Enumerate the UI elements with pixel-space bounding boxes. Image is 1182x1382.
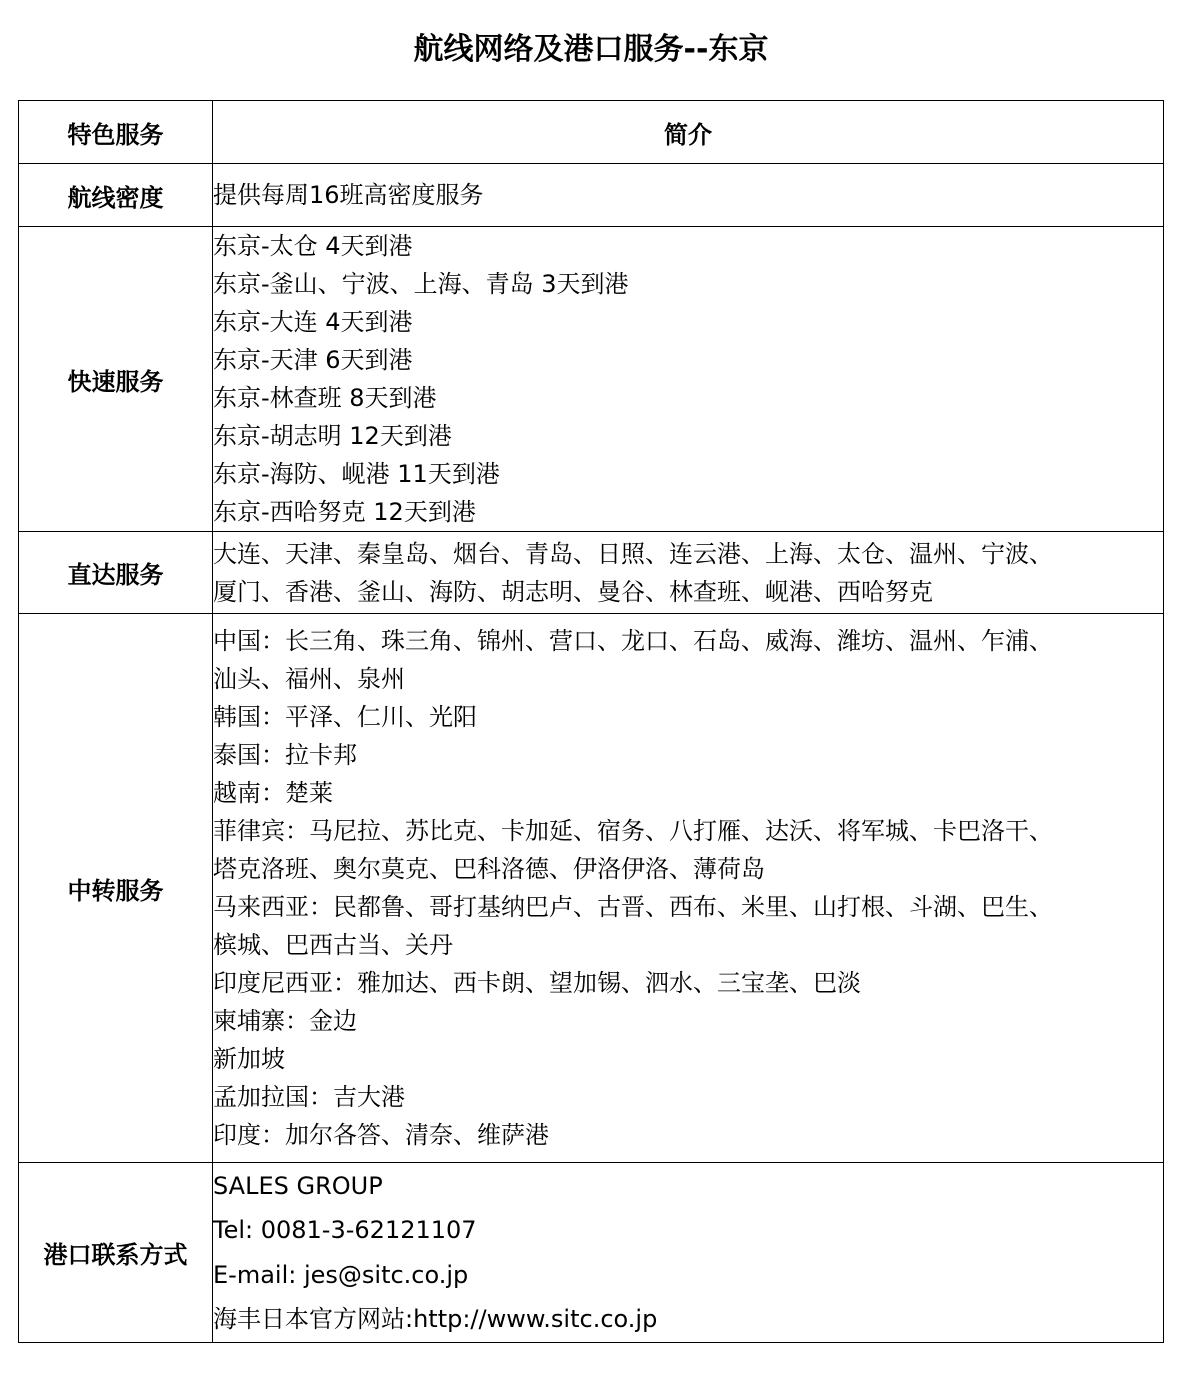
page-title: 航线网络及港口服务--东京 xyxy=(413,32,769,67)
content-line: 厦门、香港、釜山、海防、胡志明、曼谷、林查班、岘港、西哈努克 xyxy=(213,577,933,606)
content-line: 印度：加尔各答、清奈、维萨港 xyxy=(213,1121,549,1149)
content-line: 提供每周16班高密度服务 xyxy=(213,181,484,209)
header-description: 简介 xyxy=(213,101,1164,164)
row-label: 快速服务 xyxy=(19,227,213,532)
content-line: 东京-太仓 4天到港 xyxy=(213,232,413,260)
content-line: 大连、天津、秦皇岛、烟台、青岛、日照、连云港、上海、太仓、温州、宁波、 xyxy=(213,539,1053,568)
row-transfer-service xyxy=(19,614,1164,1163)
content-line: 东京-釜山、宁波、上海、青岛 3天到港 xyxy=(213,270,629,298)
content-line: 海丰日本官方网站:http://www.sitc.co.jp xyxy=(213,1305,658,1333)
content-line: 柬埔寨：金边 xyxy=(213,1007,357,1035)
content-line: 塔克洛班、奥尔莫克、巴科洛德、伊洛伊洛、薄荷岛 xyxy=(213,855,765,883)
content-line: 马来西亚：民都鲁、哥打基纳巴卢、古晋、西布、米里、山打根、斗湖、巴生、 xyxy=(213,893,1053,921)
row-label: 中转服务 xyxy=(19,614,213,1163)
content-line: 东京-海防、岘港 11天到港 xyxy=(213,460,500,488)
content-line: 印度尼西亚：雅加达、西卡朗、望加锡、泗水、三宝垄、巴淡 xyxy=(213,969,861,997)
row-content xyxy=(213,164,1164,227)
content-line: 东京-西哈努克 12天到港 xyxy=(213,498,476,526)
content-line: 越南：楚莱 xyxy=(213,779,333,807)
row-direct-service xyxy=(19,532,1164,614)
row-content xyxy=(213,227,1164,532)
row-content xyxy=(213,614,1164,1163)
content-line: 东京-天津 6天到港 xyxy=(213,346,413,374)
content-line: 东京-胡志明 12天到港 xyxy=(213,422,452,450)
row-content xyxy=(213,532,1164,614)
content-line: Tel: 0081-3-62121107 xyxy=(213,1216,477,1244)
row-fast-service xyxy=(19,227,1164,532)
content-line: 槟城、巴西古当、关丹 xyxy=(213,931,453,959)
content-line: 东京-林查班 8天到港 xyxy=(213,384,437,412)
content-line: 汕头、福州、泉州 xyxy=(213,665,405,693)
row-label: 港口联系方式 xyxy=(19,1163,213,1343)
header-service-type: 特色服务 xyxy=(19,101,213,164)
row-route-density xyxy=(19,164,1164,227)
content-line: 孟加拉国：吉大港 xyxy=(213,1083,405,1111)
content-line: 泰国：拉卡邦 xyxy=(213,741,357,769)
content-line: 菲律宾：马尼拉、苏比克、卡加延、宿务、八打雁、达沃、将军城、卡巴洛干、 xyxy=(213,817,1053,845)
content-line: 韩国：平泽、仁川、光阳 xyxy=(213,703,477,731)
row-label: 直达服务 xyxy=(19,532,213,614)
content-line: 新加坡 xyxy=(213,1045,285,1073)
service-table xyxy=(18,100,1164,1343)
row-label: 航线密度 xyxy=(19,164,213,227)
content-line: E-mail: jes@sitc.co.jp xyxy=(213,1260,469,1289)
row-port-contact xyxy=(19,1163,1164,1343)
content-line: 东京-大连 4天到港 xyxy=(213,308,413,336)
row-content xyxy=(213,1163,1164,1343)
content-line: 中国：长三角、珠三角、锦州、营口、龙口、石岛、威海、潍坊、温州、乍浦、 xyxy=(213,627,1053,655)
content-line: SALES GROUP xyxy=(213,1171,383,1200)
table-header-row xyxy=(19,101,1164,164)
